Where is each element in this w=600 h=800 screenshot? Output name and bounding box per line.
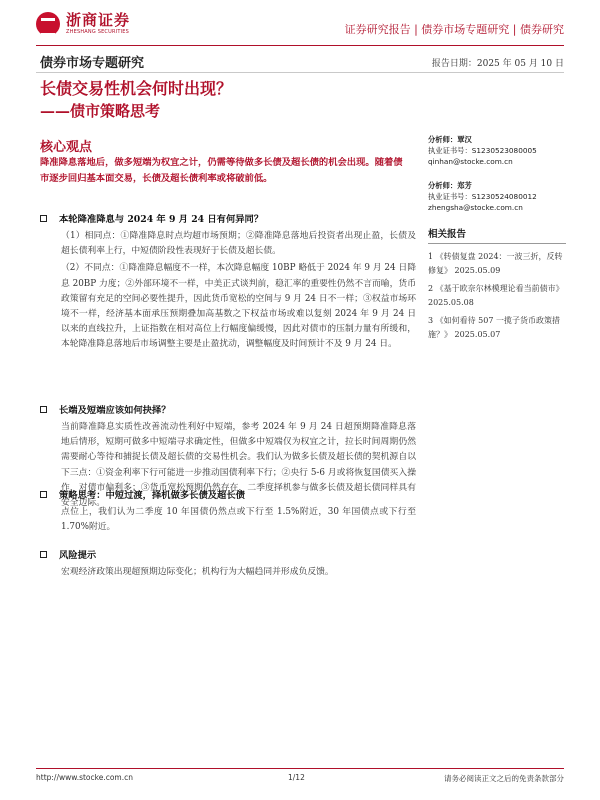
report-category-banner: 证券研究报告 | 债券市场专题研究 | 债券研究 xyxy=(344,23,564,36)
logo-chinese-name: 浙商证券 xyxy=(66,11,131,29)
report-date: 报告日期：2025 年 05 月 10 日 xyxy=(431,59,564,69)
company-logo xyxy=(36,12,130,36)
core-viewpoint-heading: 核心观点 xyxy=(40,140,93,155)
square-bullet-icon xyxy=(40,406,47,413)
analyst-card xyxy=(428,134,566,167)
header-divider xyxy=(36,45,564,46)
title-divider xyxy=(36,72,564,73)
related-report-link[interactable]: 2 《基于欧奈尔林模理论看当前债市》 2025.05.08 xyxy=(428,284,564,307)
section-heading-text: 策略思考：中短过渡，择机做多长债及超长债 xyxy=(59,490,245,501)
section-heading-text: 长端及短端应该如何抉择？ xyxy=(59,405,171,416)
analyst-role: 分析师： xyxy=(428,135,458,144)
cert-number: S1230524080012 xyxy=(471,192,537,201)
section-heading-text: 本轮降准降息与 2024 年 9 月 24 日有何异同？ xyxy=(59,214,264,225)
section-paragraph: 宏观经济政策出现超预期边际变化；机构行为大幅趋同并形成负反馈。 xyxy=(61,567,334,577)
section-paragraph: 点位上，我们认为二季度 10 年国债仍然点或下行至 1.5%附近，30 年国债点或下行至 1.70%附近。 xyxy=(61,507,416,533)
section-strategy xyxy=(40,487,416,537)
section-risk xyxy=(40,547,416,582)
report-type: 债券市场专题研究 xyxy=(40,56,145,71)
related-reports-heading: 相关报告 xyxy=(428,226,566,244)
section-heading xyxy=(40,211,416,225)
analyst-email[interactable]: qinhan@stocke.com.cn xyxy=(428,157,513,166)
section-heading xyxy=(40,547,416,561)
cert-label: 执业证书号： xyxy=(428,192,472,201)
analyst-sidebar xyxy=(428,134,566,346)
cert-number: S1230523080005 xyxy=(471,146,537,155)
related-report-link[interactable]: 1 《转债复盘 2024：一波三折，反转修复》 2025.05.09 xyxy=(428,252,563,275)
page-title: 长债交易性机会何时出现？ xyxy=(40,79,233,98)
section-paragraph: （2）不同点：①降准降息幅度不一样，本次降息幅度 10BP 略低于 2024 年 9 月 24 日降息 20BP 力度；②外部环境不一样，中美正式谈判前，稳汇率的重要性仍然不言而喻，货币政策留有充足的空间必要性提升，因此货币宽松的空间与 9 月 24 日不一样；③权益市场环境不一样，经济基本面承压预期叠加高基数之下权益市场或难以复刻 2024 年 9 月 24 日以来的直线拉升，上证指数在相对高位上行幅度偏缓慢，因此对债市的压制力量有所缓和，本轮降准降息落地后市场调整主要是止盈扰动，调整幅度及时间预计不及 9 月 24 日。 xyxy=(61,263,416,350)
footer-website-link[interactable]: http://www.stocke.com.cn xyxy=(36,773,133,782)
analyst-role: 分析师： xyxy=(428,181,458,190)
analyst-name: 覃汉 xyxy=(457,135,472,144)
section-heading xyxy=(40,487,416,501)
square-bullet-icon xyxy=(40,491,47,498)
footer-divider xyxy=(36,768,564,769)
page-subtitle: ——债市策略思考 xyxy=(40,102,161,120)
square-bullet-icon xyxy=(40,551,47,558)
section-paragraph: 当前降准降息实质性改善流动性利好中短端，参考 2024 年 9 月 24 日超预期降准降息落地后情形，短期可做多中短端寻求确定性，但做多中短端仅为权宜之计，拉长时间周期仍然需要耐心等待和捕捉长债及超长债的交易性机会。我们认为做多长债及超长债的契机源自以下三点：①资金利率下行可能进一步推动国债利率下行；②央行 5-6 月或将恢复国债买入操作，对债市偏利多；③货币宽松预期仍然存在，二季度择机参与做多长债及超长债同样具有安全边际。 xyxy=(61,422,416,509)
page-number: 1/12 xyxy=(288,773,305,782)
footer-disclaimer: 请务必阅读正文之后的免责条款部分 xyxy=(444,774,564,783)
analyst-name: 郑芳 xyxy=(457,181,472,190)
core-viewpoint-text: 降准降息落地后，做多短端为权宜之计，仍需等待做多长债及超长债的机会出现。随着债市逐步回归基本面交易，长债及超长债利率或将破前低。 xyxy=(40,157,403,184)
analyst-email[interactable]: zhengsha@stocke.com.cn xyxy=(428,203,523,212)
section-similarities xyxy=(40,211,416,355)
logo-emblem-icon xyxy=(36,12,60,36)
logo-english-name: ZHESHANG SECURITIES xyxy=(66,29,129,35)
section-heading-text: 风险提示 xyxy=(59,550,97,561)
square-bullet-icon xyxy=(40,215,47,222)
section-heading xyxy=(40,402,416,416)
cert-label: 执业证书号： xyxy=(428,146,472,155)
section-paragraph: （1）相同点：①降准降息时点均超市场预期；②降准降息落地后投资者出现止盈，长债及超长债利率上行，中短债阶段性表现好于长债及超长债。 xyxy=(61,231,416,257)
related-report-link[interactable]: 3 《如何看待 507 一揽子货币政策措施？》 2025.05.07 xyxy=(428,316,560,339)
analyst-card xyxy=(428,180,566,213)
